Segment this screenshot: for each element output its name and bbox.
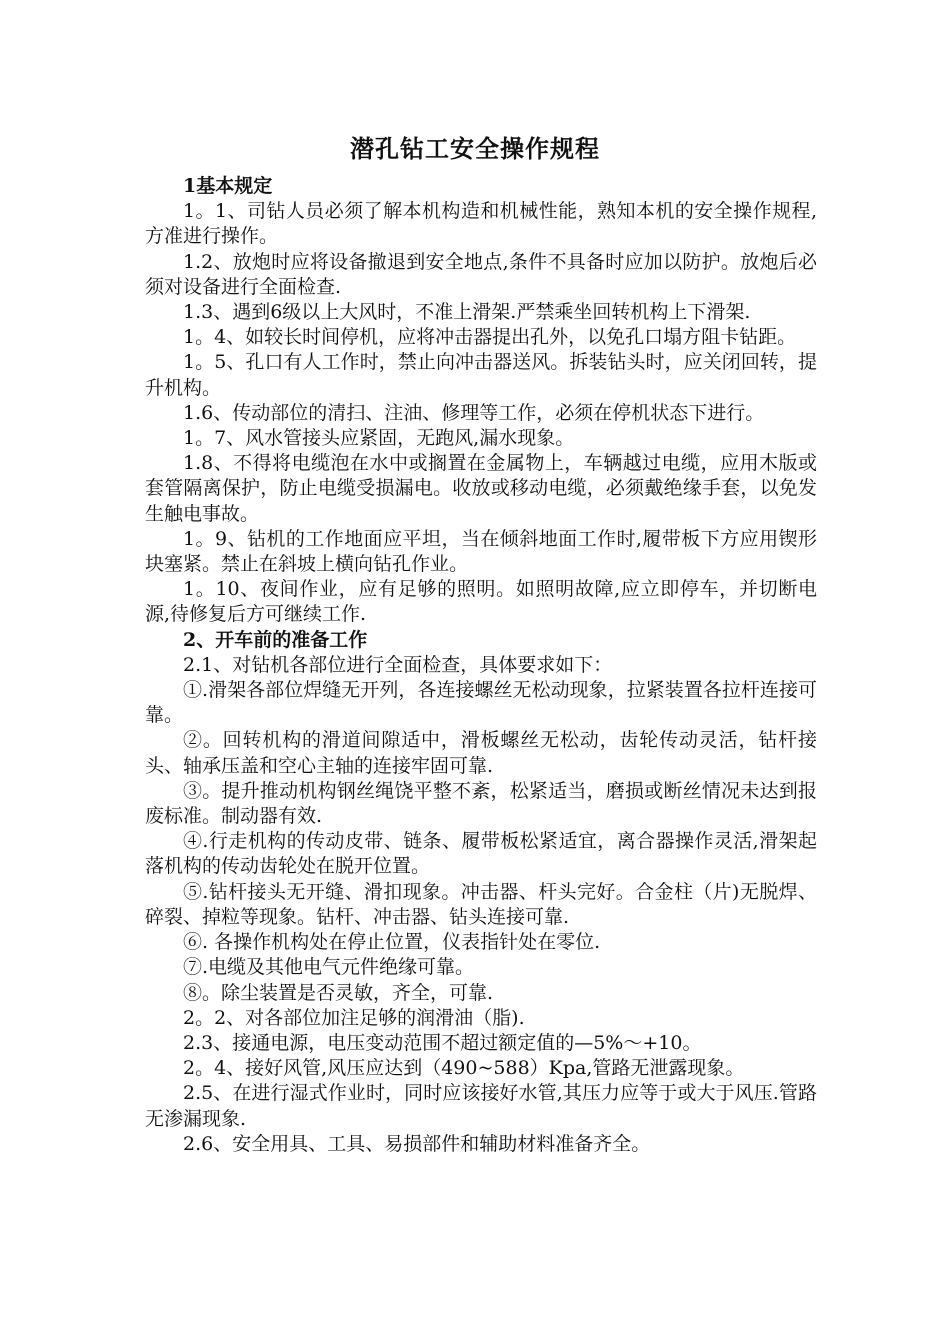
list-item: ①.滑架各部位焊缝无开列，各连接螺丝无松动现象，拉紧装置各拉杆连接可靠。 [145, 679, 817, 727]
list-item: ⑧。除尘装置是否灵敏，齐全，可靠. [183, 981, 494, 1004]
paragraph: 2.1、对钻机各部位进行全面检查，具体要求如下： [183, 653, 613, 676]
paragraph: 2.5、在进行湿式作业时，同时应该接好水管,其压力应等于或大于风压.管路无渗漏现象. [145, 1082, 817, 1130]
list-item: ②。回转机构的滑道间隙适中，滑板螺丝无松动，齿轮传动灵活，钻杆接头、轴承压盖和空心主轴的连接牢固可靠. [145, 729, 817, 777]
list-item: ⑤.钻杆接头无开缝、滑扣现象。冲击器、杆头完好。合金柱（片)无脱焊、碎裂、掉粒等现象。钻杆、冲击器、钻头连接可靠. [145, 880, 817, 928]
paragraph: 1。4、如较长时间停机，应将冲击器提出孔外，以免孔口塌方阻卡钻距。 [183, 326, 797, 349]
paragraph: 1。9、钻机的工作地面应平坦，当在倾斜地面工作时,履带板下方应用锲形块塞紧。禁止在斜坡上横向钻孔作业。 [145, 527, 817, 576]
paragraph: 2.6、安全用具、工具、易损部件和辅助材料准备齐全。 [183, 1132, 651, 1155]
paragraph: 1。1、司钻人员必须了解本机构造和机械性能，熟知本机的安全操作规程,方准进行操作。 [145, 200, 817, 248]
section-preparation [145, 628, 817, 1157]
paragraph: 1.2、放炮时应将设备撤退到安全地点,条件不具备时应加以防护。放炮后必须对设备进行全面检查. [145, 250, 817, 298]
page-title: 潜孔钻工安全操作规程 [350, 134, 600, 163]
section-heading: 2、开车前的准备工作 [183, 628, 368, 651]
paragraph: 2。4、接好风管,风压应达到（490~588）Kpa,管路无泄露现象。 [183, 1057, 745, 1080]
section-basic-rules [145, 174, 817, 628]
paragraph: 1.3、遇到6级以上大风时，不准上滑架.严禁乘坐回转机构上下滑架. [183, 301, 751, 324]
list-item: ⑥. 各操作机构处在停止位置，仪表指针处在零位. [183, 931, 601, 954]
paragraph: 1。10、夜间作业，应有足够的照明。如照明故障,应立即停车，并切断电源,待修复后方可继续工作. [145, 578, 817, 626]
paragraph: 1。5、孔口有人工作时，禁止向冲击器送风。拆装钻头时，应关闭回转，提升机构。 [145, 351, 817, 399]
paragraph: 1。7、风水管接头应紧固，无跑风,漏水现象。 [183, 427, 575, 450]
paragraph: 1.8、不得将电缆泡在水中或搁置在金属物上，车辆越过电缆，应用木版或套管隔离保护，防止电缆受损漏电。收放或移动电缆，必须戴绝缘手套，以免发生触电事故。 [145, 452, 817, 525]
list-item: ④.行走机构的传动皮带、链条、履带板松紧适宜，离合器操作灵活,滑架起落机构的传动齿轮处在脱开位置。 [145, 830, 817, 878]
list-item: ③。提升推动机构钢丝绳饶平整不紊，松紧适当，磨损或断丝情况未达到报废标准。制动器有效. [145, 779, 817, 828]
document-body [145, 174, 817, 1157]
list-item: ⑦.电缆及其他电气元件绝缘可靠。 [183, 956, 475, 979]
paragraph: 1.6、传动部位的清扫、注油、修理等工作，必须在停机状态下进行。 [183, 401, 765, 424]
paragraph: 2.3、接通电源，电压变动范围不超过额定值的—5%～+10。 [183, 1031, 702, 1054]
section-heading: 1基本规定 [183, 175, 273, 197]
paragraph: 2。2、对各部位加注足够的润滑油（脂). [183, 1006, 525, 1029]
